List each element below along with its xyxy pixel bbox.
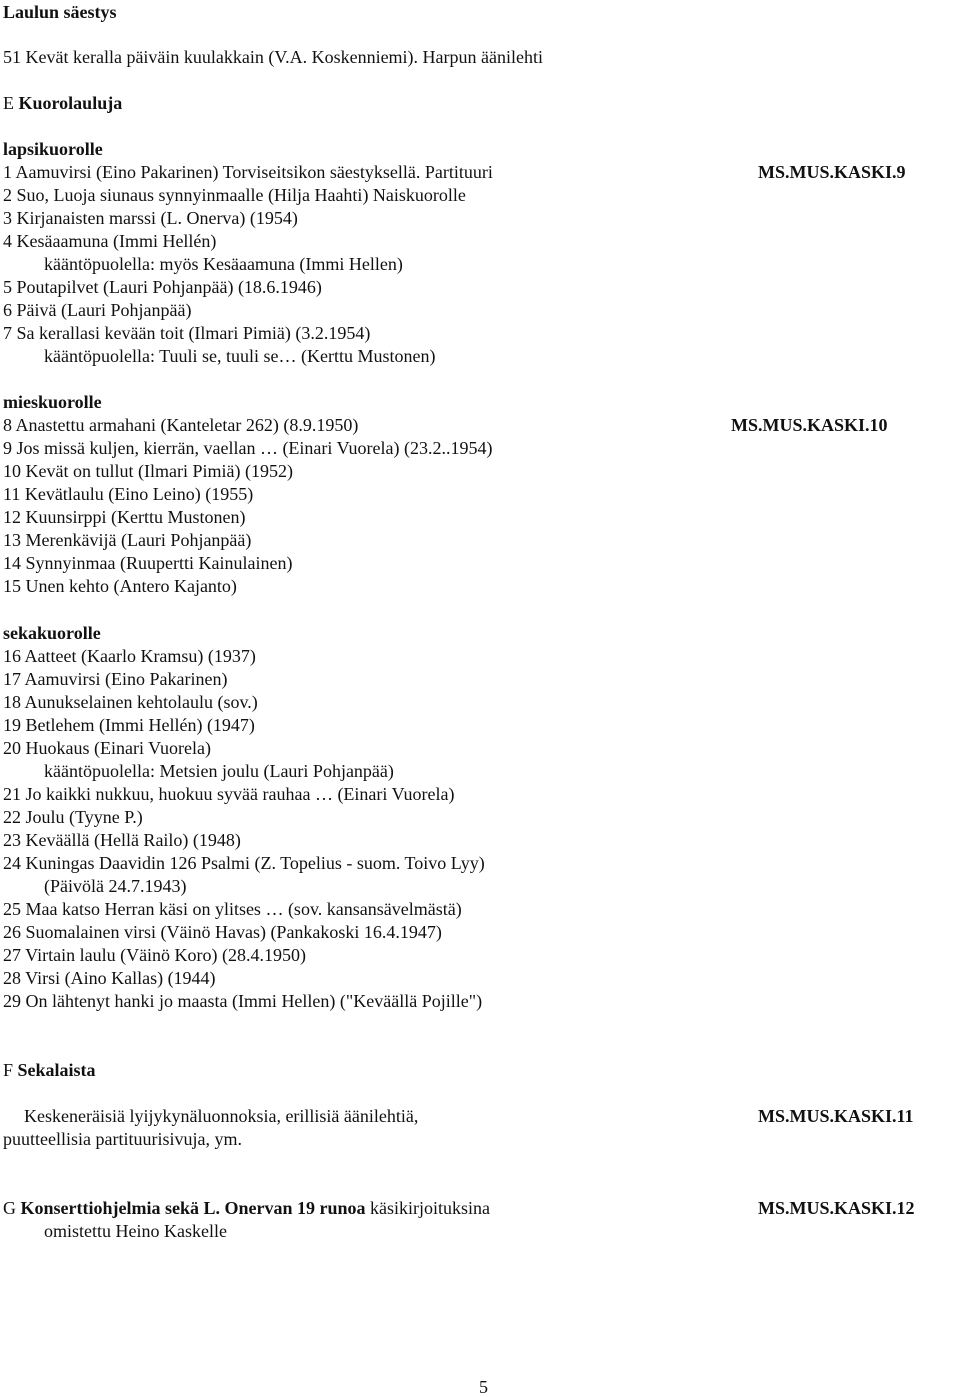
section-title: Sekalaista [17,1060,96,1080]
list-item: 13 Merenkävijä (Lauri Pohjanpää) [3,530,252,550]
list-item: 27 Virtain laulu (Väinö Koro) (28.4.1950) [3,945,307,965]
section-title: Kuorolauluja [18,93,123,113]
section-letter: G [3,1198,16,1218]
list-item: 15 Unen kehto (Antero Kajanto) [3,576,237,596]
section-g-title: Konserttiohjelmia sekä L. Onervan 19 runoa [20,1198,366,1218]
signum-kaski-10: MS.MUS.KASKI.10 [731,415,888,435]
section-e-heading [3,92,122,114]
list-item-note: kääntöpuolella: Tuuli se, tuuli se… (Kerttu Mustonen) [44,346,436,366]
subheading-lapsikuorolle: lapsikuorolle [3,139,103,159]
list-item: 20 Huokaus (Einari Vuorela) [3,738,212,758]
section-f-text-line1: Keskeneräisiä lyijykynäluonnoksia, erillisiä äänilehtiä, [24,1106,419,1126]
list-item: 21 Jo kaikki nukkuu, huokuu syvää rauhaa … (Einari Vuorela) [3,784,455,804]
signum-kaski-12: MS.MUS.KASKI.12 [758,1198,915,1218]
list-item: 18 Aunukselainen kehtolaulu (sov.) [3,692,258,712]
section-letter: E [3,93,14,113]
list-item: 11 Kevätlaulu (Eino Leino) (1955) [3,484,254,504]
list-item: 29 On lähtenyt hanki jo maasta (Immi Hellen) ("Keväällä Pojille") [3,991,483,1011]
list-item: 4 Kesäaamuna (Immi Hellén) [3,231,217,251]
list-item: 6 Päivä (Lauri Pohjanpää) [3,300,192,320]
list-item: 24 Kuningas Daavidin 126 Psalmi (Z. Topelius - suom. Toivo Lyy) [3,853,485,873]
list-item-continuation: (Päivölä 24.7.1943) [44,876,187,896]
list-item: 22 Joulu (Tyyne P.) [3,807,143,827]
list-item-note: kääntöpuolella: Metsien joulu (Lauri Pohjanpää) [44,761,394,781]
list-item: 3 Kirjanaisten marssi (L. Onerva) (1954) [3,208,298,228]
list-item-note: kääntöpuolella: myös Kesäaamuna (Immi Hellen) [44,254,403,274]
signum-kaski-11: MS.MUS.KASKI.11 [758,1106,914,1126]
list-item: 9 Jos missä kuljen, kierrän, vaellan … (Einari Vuorela) (23.2..1954) [3,438,493,458]
list-item: 12 Kuunsirppi (Kerttu Mustonen) [3,507,246,527]
section-g-line2: omistettu Heino Kaskelle [44,1221,227,1241]
list-item: 16 Aatteet (Kaarlo Kramsu) (1937) [3,646,256,666]
subheading-sekakuorolle: sekakuorolle [3,623,101,643]
section-heading-accompaniment: Laulun säestys [3,2,117,22]
list-item: 10 Kevät on tullut (Ilmari Pimiä) (1952) [3,461,293,481]
list-item-51: 51 Kevät keralla päiväin kuulakkain (V.A. Koskenniemi). Harpun äänilehti [3,47,544,67]
list-item: 25 Maa katso Herran käsi on ylitses … (sov. kansansävelmästä) [3,899,462,919]
list-item: 2 Suo, Luoja siunaus synnyinmaalle (Hilja Haahti) Naiskuorolle [3,185,466,205]
list-item: 26 Suomalainen virsi (Väinö Havas) (Pankakoski 16.4.1947) [3,922,442,942]
section-g-rest: käsikirjoituksina [370,1198,490,1218]
list-item: 17 Aamuvirsi (Eino Pakarinen) [3,669,228,689]
signum-kaski-9: MS.MUS.KASKI.9 [758,162,906,182]
list-item: 28 Virsi (Aino Kallas) (1944) [3,968,216,988]
section-f-heading [3,1059,96,1081]
section-g-line1 [3,1197,490,1219]
list-item: 7 Sa kerallasi kevään toit (Ilmari Pimiä) (3.2.1954) [3,323,371,343]
list-item: 5 Poutapilvet (Lauri Pohjanpää) (18.6.1946) [3,277,322,297]
list-item: 1 Aamuvirsi (Eino Pakarinen) Torviseitsikon säestyksellä. Partituuri [3,162,493,182]
section-letter: F [3,1060,14,1080]
list-item: 19 Betlehem (Immi Hellén) (1947) [3,715,255,735]
list-item: 23 Keväällä (Hellä Railo) (1948) [3,830,241,850]
page-number: 5 [479,1377,488,1397]
subheading-mieskuorolle: mieskuorolle [3,392,102,412]
section-f-text-line2: puutteellisia partituurisivuja, ym. [3,1129,242,1149]
list-item: 14 Synnyinmaa (Ruupertti Kainulainen) [3,553,293,573]
list-item: 8 Anastettu armahani (Kanteletar 262) (8.9.1950) [3,415,359,435]
